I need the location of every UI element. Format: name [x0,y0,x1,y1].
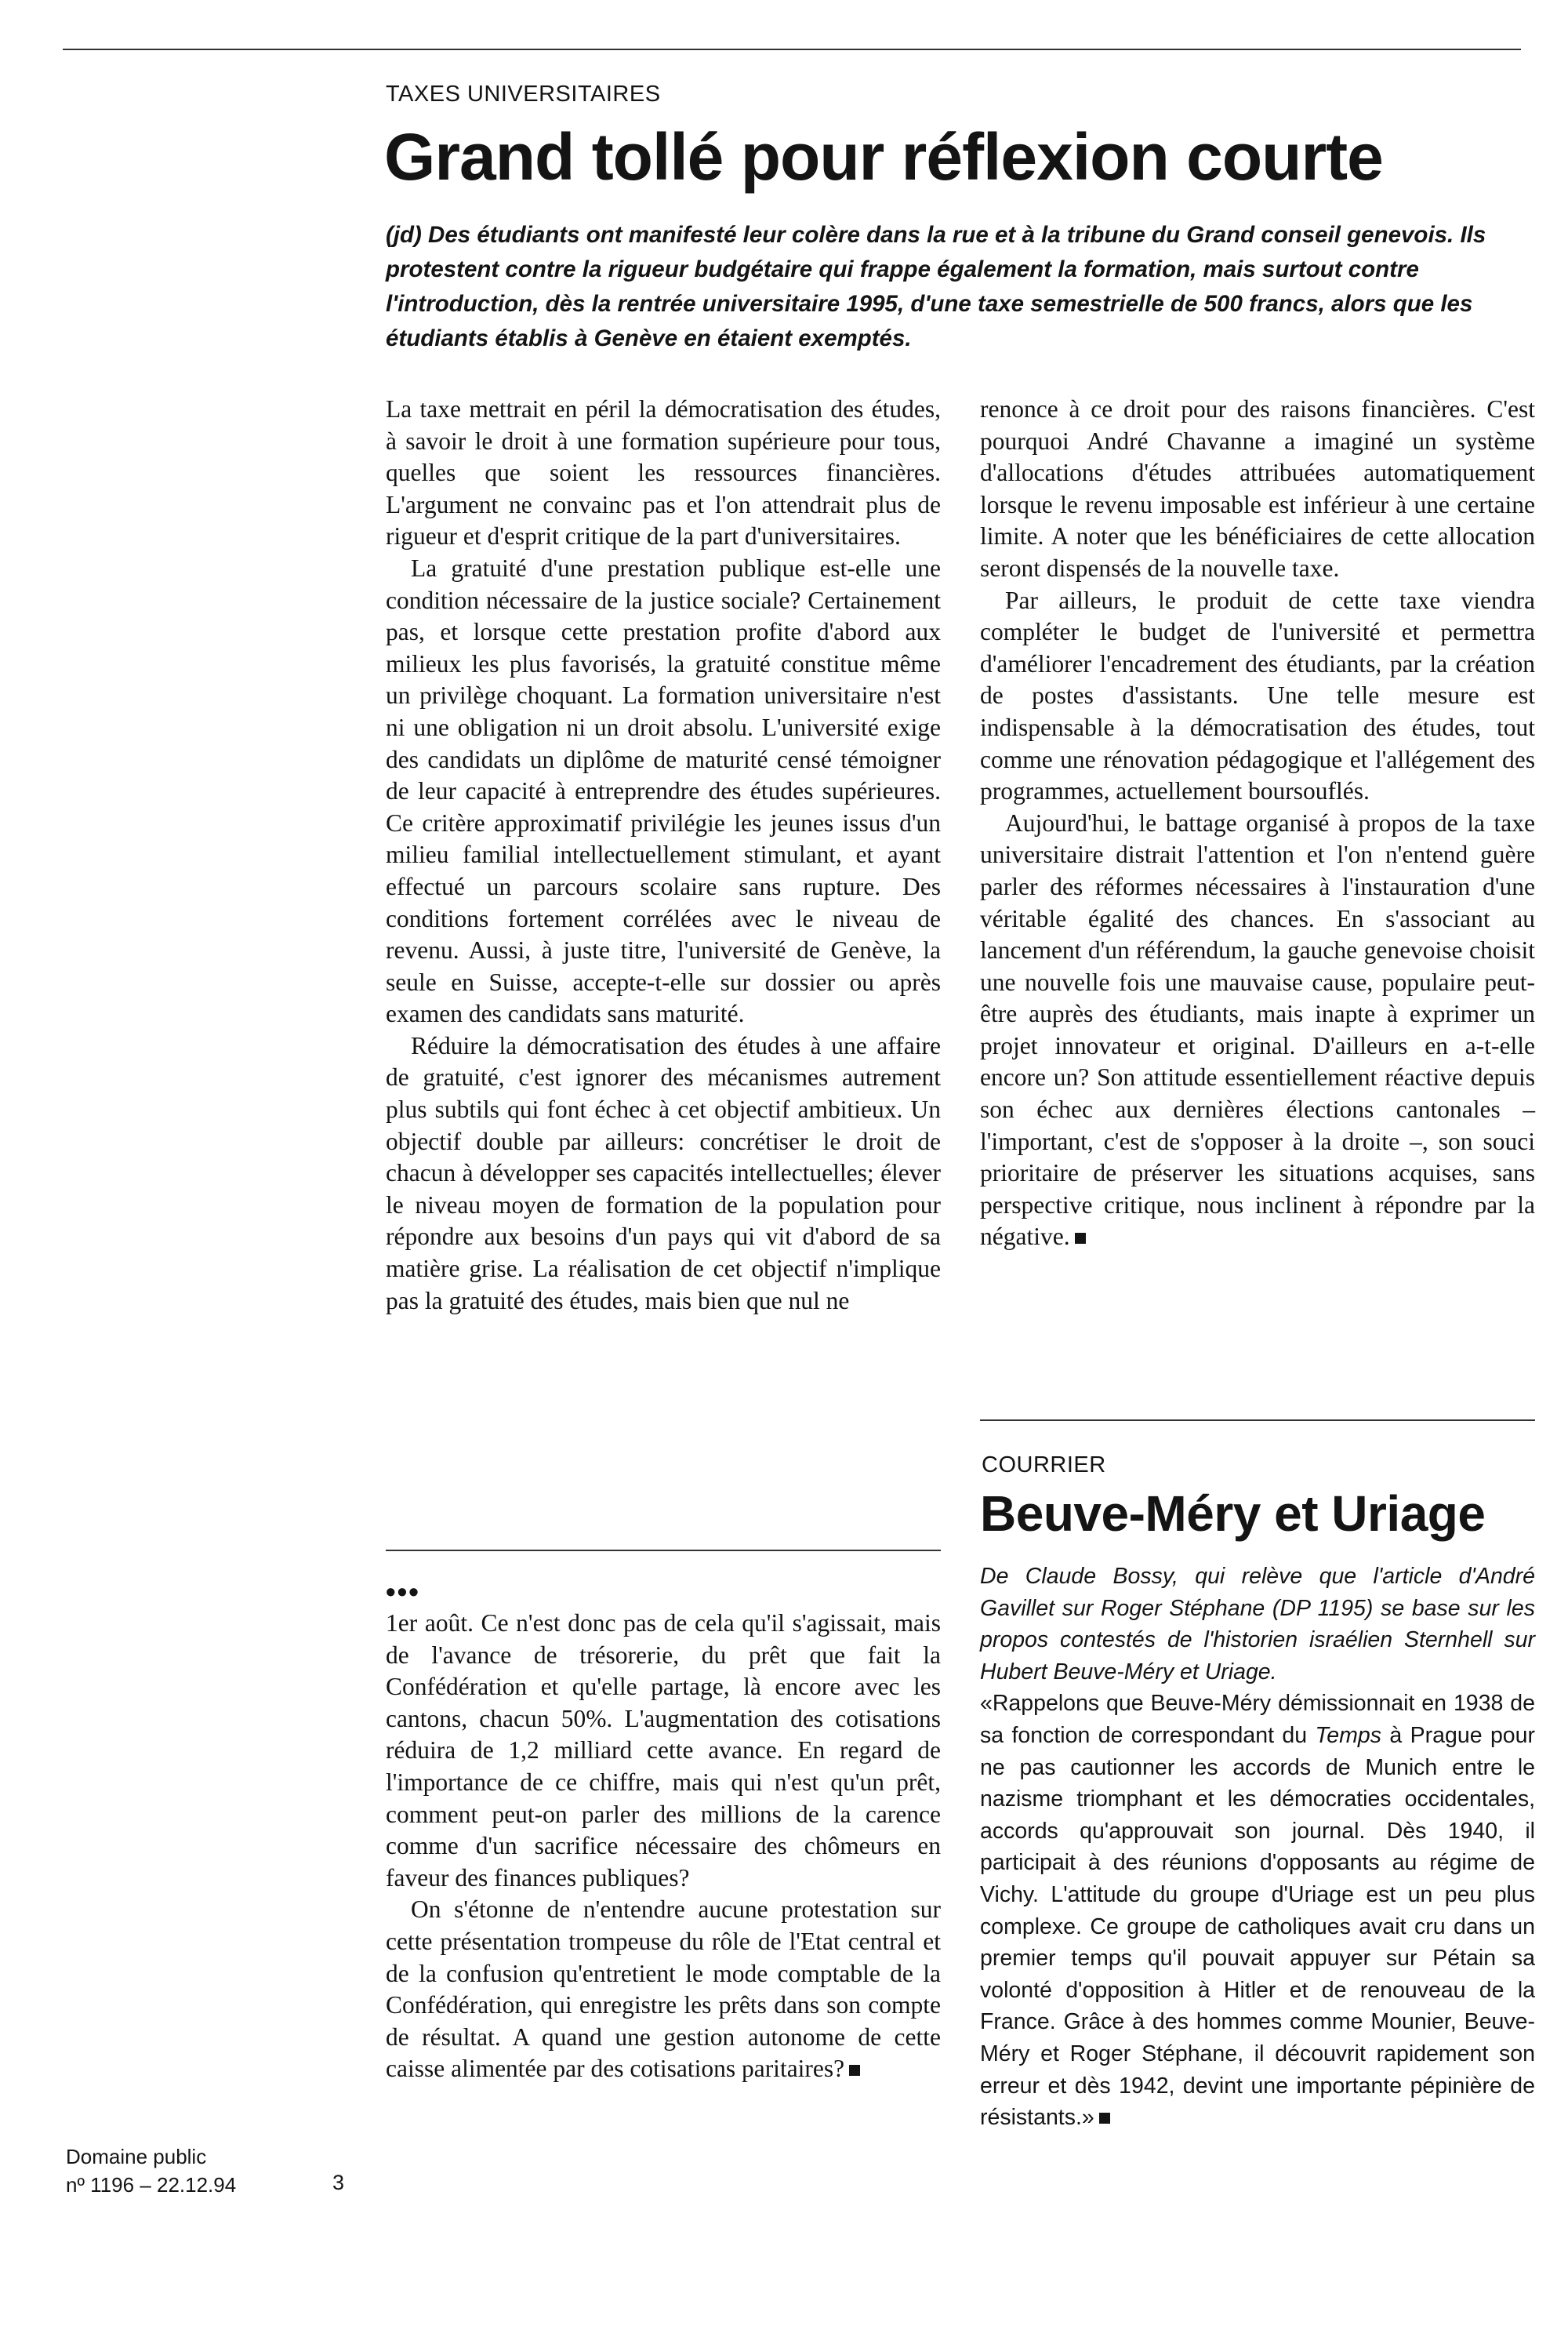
article2-title: Beuve-Méry et Uriage [980,1485,1486,1542]
paragraph: La gratuité d'une prestation publique est-elle une condition nécessaire de la justice sociale? Certainement pas, et lorsque cette prestation profite d'abord aux milieux les plus favorisés, la gratuité constitue même un privilège choquant. La formation universitaire n'est ni une obligation ni un droit absolu. L'université exige des candidats un diplôme de maturité censé témoigner de leur capacité à entreprendre des études supérieures. Ce critère approximatif privilégie les jeunes issus d'un milieu familial intellectuellement stimulant, et ayant effectué un parcours scolaire sans rupture. Des conditions fortement corrélées avec le niveau de revenu. Aussi, à juste titre, l'université de Genève, la seule en Suisse, accepte-t-elle sur dossier ou après examen des candidats sans maturité. [386,554,941,1028]
article-column-2 [980,394,1535,1253]
top-rule [63,49,1521,50]
footer-publication [66,2142,236,2199]
letter-text: à Prague pour ne pas cautionner les accords de Munich entre le nazisme triomphant et les démocraties occidentales, accords qu'approuvait son journal. Dès 1940, il participait à des réunions d'opposants au régime de Vichy. L'attitude du groupe d'Uriage est un peu plus complexe. Ce groupe de catholiques avait cru dans un premier temps qu'il pouvait appuyer sur Pétain sa volonté d'opposition à Hitler et de renouveau de la France. Grâce à des hommes comme Mounier, Beuve-Méry et Roger Stéphane, il découvrit rapidement son erreur et dès 1942, devint une importante pépinière de résistants.» [980,1722,1535,2131]
paragraph [386,1894,941,2085]
letter-text: «Rappelons que Beuve-Méry démissionnait en 1938 de sa fonction de correspondant du [980,1691,1535,1748]
article2-letter [980,1688,1535,2133]
paragraph: Par ailleurs, le produit de cette taxe viendra compléter le budget de l'université et permettra d'améliorer l'encadrement des étudiants, par la création de postes d'assistants. Une telle mesure est indispensable à la démocratisation des études, tout comme une rénovation pédagogique et l'allégement des programmes, actuellement boursouflés. [980,586,1535,805]
end-of-article-mark [1099,2113,1110,2124]
section-divider [980,1419,1535,1421]
article-title: Grand tollé pour réflexion courte [384,120,1383,194]
paragraph: Réduire la démocratisation des études à une affaire de gratuité, c'est ignorer des mécanismes autrement plus subtils qui font échec à cet objectif ambitieux. Un objectif double par ailleurs: concrétiser le droit de chacun à développer ses capacités intellectuelles; élever le niveau moyen de formation de la population pour répondre aux besoins d'un pays qui vit d'abord de sa matière grise. La réalisation de cet objectif n'implique pas la gratuité des études, mais bien que nul ne [386,1031,941,1314]
paragraph: La taxe mettrait en péril la démocratisation des études, à savoir le droit à une formation supérieure pour tous, quelles que soient les ressources financières. L'argument ne convainc pas et l'on attendrait plus de rigueur et d'esprit critique de la part d'universitaires. [386,395,941,551]
end-of-article-mark [1075,1233,1086,1244]
paragraph [980,808,1535,1253]
article2-intro: De Claude Bossy, qui relève que l'article d'André Gavillet sur Roger Stéphane (DP 1195) se base sur les propos contestés de l'historien israélien Sternhell sur Hubert Beuve-Méry et Uriage. [980,1564,1535,1685]
newspaper-name: Temps [1315,1722,1381,1748]
article-kicker: TAXES UNIVERSITAIRES [386,82,661,107]
continuation-marker: ••• [386,1576,420,1608]
end-of-article-mark [849,2065,860,2076]
publication-name: Domaine public [66,2145,207,2168]
article-column-1 [386,394,941,1317]
column-divider [386,1550,941,1551]
paragraph-text: On s'étonne de n'entendre aucune protestation sur cette présentation trompeuse du rôle de l'Etat central et de la confusion qu'entretient le mode comptable de la Confédération, qui enregistre les prêts dans son compte de résultat. A quand une gestion autonome de cette caisse alimentée par des cotisations paritaires? [386,1895,941,2083]
paragraph: renonce à ce droit pour des raisons financières. C'est pourquoi André Chavanne a imaginé un système d'allocations d'études attribuées automatiquement lorsque le revenu imposable est inférieur à une certaine limite. A noter que les bénéficiaires de cette allocation seront dispensés de la nouvelle taxe. [980,395,1535,582]
issue-number: nº 1196 – 22.12.94 [66,2173,237,2197]
continuation-column [386,1608,941,2085]
paragraph: 1er août. Ce n'est donc pas de cela qu'il s'agissait, mais de l'avance de trésorerie, du prêt que fait la Confédération et qu'elle partage, là encore avec les cantons, chacun 50%. L'augmentation des cotisations réduira de 1,2 milliard cette avance. En regard de l'importance de ce chiffre, mais qui n'est qu'un prêt, comment peut-on parler des millions de la carence comme d'un sacrifice nécessaire des chômeurs en faveur des finances publiques? [386,1609,941,1892]
page-number: 3 [332,2171,345,2194]
article-lead: (jd) Des étudiants ont manifesté leur colère dans la rue et à la tribune du Grand conseil genevois. Ils protestent contre la rigueur budgétaire qui frappe également la formation, mais surtout contre l'introduction, dès la rentrée universitaire 1995, d'une taxe semestrielle de 500 francs, alors que les étudiants établis à Genève en étaient exemptés. [386,222,1486,351]
paragraph-text: Aujourd'hui, le battage organisé à propos de la taxe universitaire distrait l'attention et l'on n'entend guère parler des réformes nécessaires à l'instauration d'une véritable égalité des chances. En s'associant au lancement d'un référendum, la gauche genevoise choisit une nouvelle fois une mauvaise cause, populaire peut-être auprès des étudiants, mais inapte à exprimer un projet innovateur et original. D'ailleurs en a-t-elle encore un? Son attitude essentiellement réactive depuis son échec aux dernières élections cantonales – l'important, c'est de s'opposer à la droite –, son souci prioritaire de préserver les situations acquises, sans perspective critique, nous inclinent à répondre par la négative. [980,809,1535,1251]
article2-body [980,1561,1535,2134]
article2-kicker: COURRIER [982,1452,1106,1477]
